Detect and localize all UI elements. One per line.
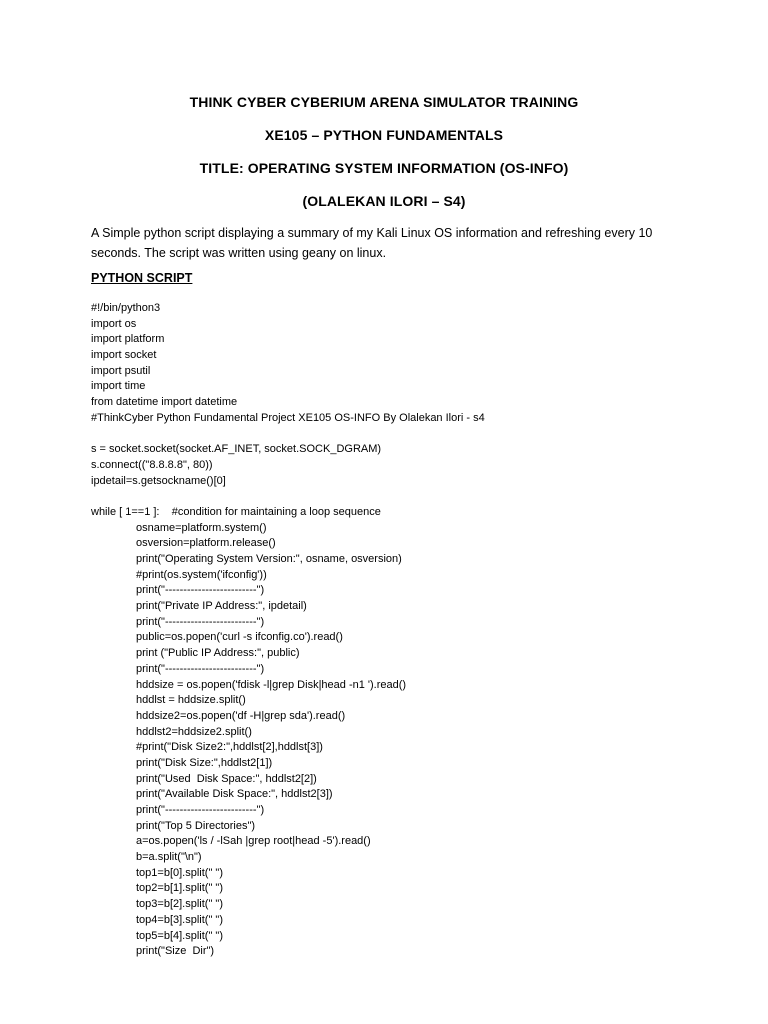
code-line: print ("Public IP Address:", public) — [136, 647, 300, 660]
code-line: print("Available Disk Space:", hddlst2[3]) — [136, 788, 333, 801]
code-line: while [ 1==1 ]: #condition for maintaining a loop sequence — [91, 505, 381, 518]
code-line: import os — [91, 317, 137, 330]
code-line: hddsize = os.popen('fdisk -l|grep Disk|head -n1 ').read() — [136, 678, 407, 691]
intro-paragraph: A Simple python script displaying a summary of my Kali Linux OS information and refreshing every 10 seconds. The script was written using geany on linux. — [91, 226, 653, 260]
code-line: b=a.split("\n") — [136, 851, 202, 864]
code-line: hddsize2=os.popen('df -H|grep sda').read() — [136, 709, 346, 722]
code-line: #print(os.system('ifconfig')) — [136, 568, 267, 581]
code-line: print("-------------------------") — [136, 615, 265, 628]
section-title: PYTHON SCRIPT — [91, 271, 193, 285]
document-heading-program: THINK CYBER CYBERIUM ARENA SIMULATOR TRAINING — [189, 94, 579, 110]
code-line: hddlst = hddsize.split() — [136, 694, 246, 707]
code-line: ipdetail=s.getsockname()[0] — [91, 474, 226, 487]
code-block — [91, 301, 751, 960]
code-line: print("Disk Size:",hddlst2[1]) — [136, 756, 273, 769]
code-line: osversion=platform.release() — [136, 537, 276, 550]
code-line: import platform — [91, 333, 165, 346]
code-line: public=os.popen('curl -s ifconfig.co').read() — [136, 631, 343, 644]
code-line — [91, 489, 751, 505]
code-line: import socket — [91, 349, 157, 362]
code-line: s.connect(("8.8.8.8", 80)) — [91, 458, 213, 471]
code-line: top2=b[1].split(" ") — [136, 882, 223, 895]
code-line: osname=platform.system() — [136, 521, 267, 534]
document-heading-title: TITLE: OPERATING SYSTEM INFORMATION (OS-INFO) — [199, 160, 569, 176]
code-line: #!/bin/python3 — [91, 302, 161, 314]
code-line: hddlst2=hddsize2.split() — [136, 725, 252, 738]
code-line: top4=b[3].split(" ") — [136, 913, 223, 926]
code-line: print("Top 5 Directories") — [136, 819, 256, 832]
code-line: import psutil — [91, 364, 151, 377]
code-line: top3=b[2].split(" ") — [136, 898, 223, 911]
code-line: print("Operating System Version:", osname, osversion) — [136, 553, 402, 565]
code-line: print("Size Dir") — [136, 945, 215, 958]
code-line: top1=b[0].split(" ") — [136, 866, 223, 879]
code-line: #print("Disk Size2:",hddlst[2],hddlst[3]) — [136, 741, 323, 754]
code-line: print("-------------------------") — [136, 584, 265, 597]
code-line: top5=b[4].split(" ") — [136, 929, 223, 942]
code-line: print("-------------------------") — [136, 662, 265, 675]
document-heading-author: (OLALEKAN ILORI – S4) — [302, 193, 466, 209]
code-line: from datetime import datetime — [91, 396, 238, 409]
document-heading-course: XE105 – PYTHON FUNDAMENTALS — [264, 127, 504, 143]
code-line: print("Private IP Address:", ipdetail) — [136, 600, 307, 613]
code-line: print("-------------------------") — [136, 804, 265, 816]
code-line: import time — [91, 380, 146, 393]
code-line: #ThinkCyber Python Fundamental Project XE105 OS-INFO By Olalekan Ilori - s4 — [91, 411, 485, 424]
code-line: a=os.popen('ls / -lSah |grep root|head -5').read() — [136, 835, 371, 848]
code-line — [91, 427, 751, 443]
code-line: print("Used Disk Space:", hddlst2[2]) — [136, 772, 317, 785]
code-line: s = socket.socket(socket.AF_INET, socket.SOCK_DGRAM) — [91, 443, 382, 456]
